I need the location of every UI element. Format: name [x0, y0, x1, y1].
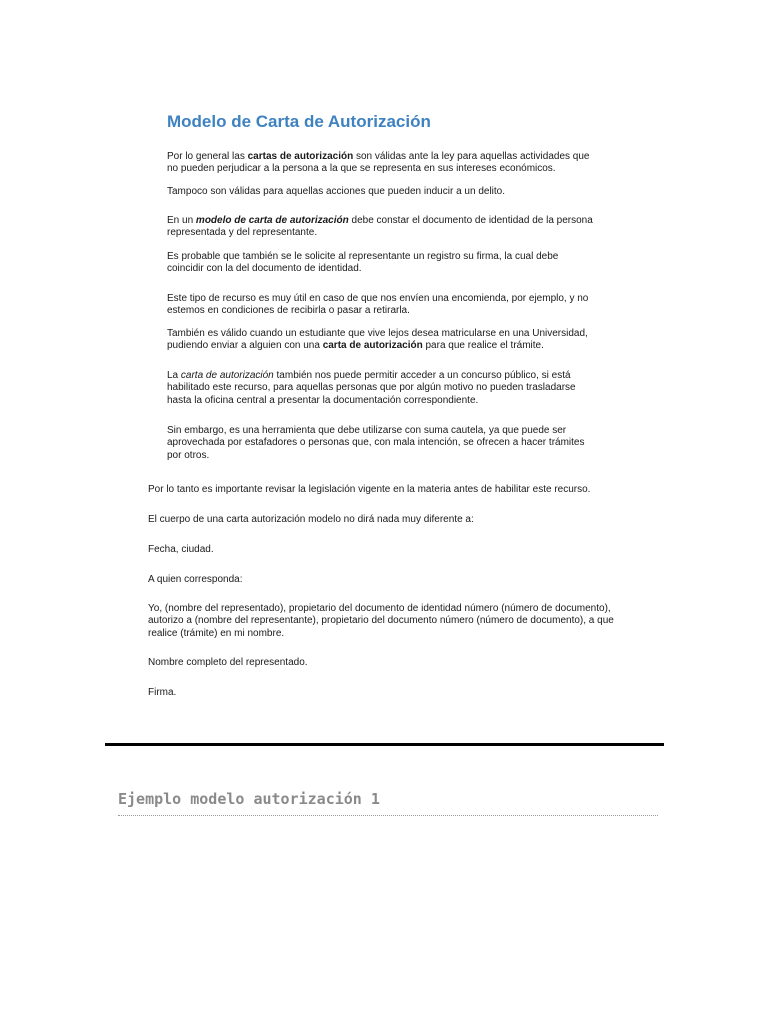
- bold-italic-term: modelo de carta de autorización: [195, 215, 349, 226]
- paragraph-body-intro: El cuerpo de una carta autorización modelo no dirá nada muy diferente a:: [148, 514, 474, 525]
- paragraph-validity: Por lo general las cartas de autorización son válidas ante la ley para aquellas actividades que no pueden perjudicar a la persona a la que se representa en sus intereses económicos.: [167, 151, 590, 175]
- page-title: Modelo de Carta de Autorización: [167, 112, 431, 131]
- bold-term: cartas de autorización: [247, 151, 354, 162]
- paragraph-identity: En un modelo de carta de autorización debe constar el documento de identidad de la persona representada y del representante.: [167, 215, 593, 239]
- paragraph-contest: La carta de autorización también nos puede permitir acceder a un concurso público, si está habilitado este recurso, para aquellas personas que por algún motivo no pueden trasladarse hasta la oficina central a presentar la documentación correspondiente.: [167, 370, 576, 406]
- paragraph-student: También es válido cuando un estudiante que vive lejos desea matricularse en una Universidad, pudiendo enviar a alguien con una carta de autorización para que realice el trámite.: [167, 328, 588, 352]
- letter-date-line: Fecha, ciudad.: [148, 544, 214, 555]
- italic-term: carta de autorización: [180, 370, 274, 381]
- letter-signature-line: Firma.: [148, 687, 177, 698]
- letter-full-name-line: Nombre completo del representado.: [148, 657, 308, 668]
- bold-term: carta de autorización: [322, 340, 423, 352]
- example-heading: Ejemplo modelo autorización 1: [118, 790, 380, 808]
- paragraph-legislation: Por lo tanto es importante revisar la legislación vigente en la materia antes de habilitar este recurso.: [148, 484, 591, 495]
- paragraph-delivery: Este tipo de recurso es muy útil en caso de que nos envíen una encomienda, por ejemplo, y no estemos en condiciones de recibirla o pasar a retirarla.: [167, 293, 589, 317]
- heading-underline: [118, 815, 658, 816]
- section-divider: [105, 743, 664, 746]
- paragraph-signature: Es probable que también se le solicite al representante un registro su firma, la cual debe coincidir con la del documento de identidad.: [167, 251, 559, 275]
- paragraph-caution: Sin embargo, es una herramienta que debe utilizarse con suma cautela, ya que puede ser aprovechada por estafadores o personas que, con mala intención, se ofrecen a hacer trámites por otros.: [167, 425, 585, 461]
- paragraph-crime: Tampoco son válidas para aquellas acciones que pueden inducir a un delito.: [167, 186, 506, 197]
- letter-salutation: A quien corresponda:: [148, 574, 243, 585]
- letter-body: Yo, (nombre del representado), propietario del documento de identidad número (número de documento), autorizo a (nombre del representante), propietario del documento número (número de documento), a que realice (trámite) en mi nombre.: [148, 603, 614, 639]
